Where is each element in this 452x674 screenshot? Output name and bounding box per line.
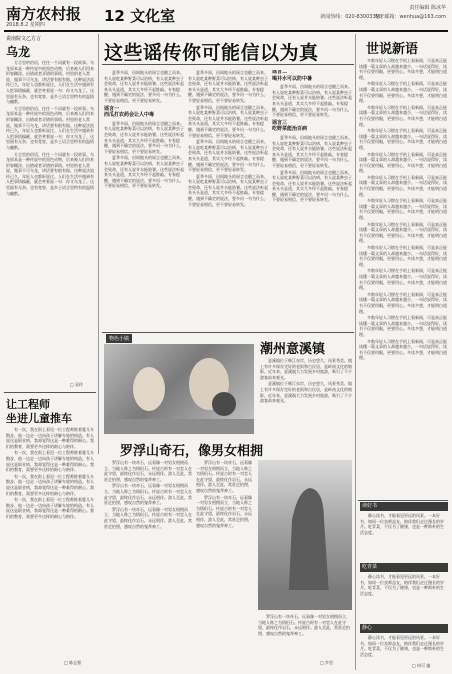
flow-body	[260, 358, 352, 436]
masthead-rule	[4, 30, 448, 32]
left-body-text: 方言里的俗语，往往一个词就有一段故事。乌龙原本是一种传说中的黑色动物，后来被人们用来形容糊涂、出错或者弄错的事情。村里的老人常说，做事不可乌龙，讲话要有根有据。这种说法流传已久，年轻人也都听说过。人们在生活中遇到有人把事情搞砸，就会笑着说一句：你又乌龙了。这里面有无奈，也有宽容，是乡土语言里特有的温情与幽默。	[6, 60, 94, 105]
world-body-text-3: 多数年轻人习惯在手机上看新闻，可是真正能读懂一篇文章的人却越来越少。一句话说得好，读书不仅要用眼，更要用心。多读多想，才能明白道理。	[359, 104, 447, 127]
main-body-text-3: 夏季多雨，田间地头的谣言也随之而来。有人说吃某种野菜可以治病，有人说某种虫子会致命，还有人说井水能防暑。这些说法听起来头头是道，其实大多经不起推敲。专家提醒，遇到不确定的说法，要多问一句为什么，不要轻易相信，更不要轻易转发。	[104, 155, 184, 189]
main-body-text-4: 夏季多雨，田间地头的谣言也随之而来。有人说吃某种野菜可以治病，有人说某种虫子会致命，还有人说井水能防暑。这些说法听起来头头是道，其实大多经不起推敲。专家提醒，遇到不确定的说法，要多问一句为什么，不要轻易相信，更不要轻易转发。	[188, 70, 268, 103]
world-body-text-5: 多数年轻人习惯在手机上看新闻，可是真正能读懂一篇文章的人却越来越少。一句话说得好，读书不仅要用眼，更要用心。多读多想，才能明白道理。	[359, 151, 447, 174]
rumor-1-head: 谣言一	[104, 105, 120, 112]
right-author: □ 何可 编	[412, 663, 431, 668]
right-body-3	[360, 635, 446, 661]
right-body-text-2: 静心读书，才能看见更远的风景。一本好书，如同一位良师益友，陪伴我们走过漫长的岁月。吃青菜，不仅为了健康，也是一种简朴的生活态度。	[360, 574, 444, 596]
topic-author: □ 陈志强	[64, 660, 82, 665]
masthead	[0, 0, 452, 30]
stone-illustration	[258, 460, 352, 610]
issue-date: 2018.8.2 星期四	[6, 22, 45, 28]
right-section-2: 吃青菜	[360, 563, 448, 572]
world-body-text-4: 多数年轻人习惯在手机上看新闻，可是真正能读懂一篇文章的人却越来越少。一句话说得好，读书不仅要用眼，更要用心。多读多想，才能明白道理。	[359, 128, 447, 150]
left-section-label: 说南院文乙方言	[6, 36, 42, 42]
right-body-text-3: 静心读书，才能看见更远的风景。一本好书，如同一位良师益友，陪伴我们走过漫长的岁月。吃青菜，不仅为了健康，也是一种简朴的生活态度。	[360, 635, 444, 657]
world-body	[359, 58, 447, 496]
left-body	[6, 60, 96, 378]
world-body-text-13: 多数年轻人习惯在手机上看新闻，可是真正能读懂一篇文章的人却越来越少。一句话说得好，读书不仅要用眼，更要用心。多读多想，才能明白道理。	[359, 338, 447, 361]
feature-body-col-3	[258, 614, 352, 656]
topic-body	[6, 427, 96, 655]
rumor-1-title: 西瓜打农药会让人中毒	[104, 112, 155, 119]
main-title: 这些谣传你可能信以为真	[104, 42, 319, 64]
photo-caption: 物色小镇	[106, 334, 132, 343]
stone-photo	[258, 460, 352, 610]
feature-body-text-1: 罗浮山有一块奇石，远看像一对男女相拥而立，当地人称之为情侣石。传说古时有一对恋人在此守望，最终化作岩石，永远相伴。游人至此，常驻足拍照，感叹自然的鬼斧神工。	[104, 460, 192, 482]
right-section-1: 读好书	[360, 502, 448, 511]
paper-name: 南方农村报	[6, 5, 82, 23]
flow-body-text-1: 意溪镇位于韩江东岸，历史悠久，风景秀美。镇上有许多保存完好的老街和古民居，是岭南文化的缩影。近年来，意溪镇大力发展乡村旅游，吸引了不少游客前来观光。	[260, 358, 352, 380]
world-body-text-12: 多数年轻人习惯在手机上看新闻，可是真正能读懂一篇文章的人却越来越少。一句话说得好，读书不仅要用眼，更要用心。多读多想，才能明白道理。	[359, 315, 447, 337]
left-body-text-2: 方言里的俗语，往往一个词就有一段故事。乌龙原本是一种传说中的黑色动物，后来被人们用来形容糊涂、出错或者弄错的事情。村里的老人常说，做事不可乌龙，讲话要有根有据。这种说法流传已久，年轻人也都听说过。人们在生活中遇到有人把事情搞砸，就会笑着说一句：你又乌龙了。这里面有无奈，也有宽容，是乡土语言里特有的温情与幽默。	[6, 105, 94, 150]
rumor-2-title: 喝井水可以防中暑	[272, 75, 313, 82]
right-body-text-1: 静心读书，才能看见更远的风景。一本好书，如同一位良师益友，陪伴我们走过漫长的岁月。吃青菜，不仅为了健康，也是一种简朴的生活态度。	[360, 513, 444, 535]
feature-body-text-5: 罗浮山有一块奇石，远看像一对男女相拥而立，当地人称之为情侣石。传说古时有一对恋人在此守望，最终化作岩石，永远相伴。游人至此，常驻足拍照，感叹自然的鬼斧神工。	[196, 494, 252, 528]
rumor-3-head: 谣言三	[272, 119, 288, 126]
main-title-rule	[102, 64, 354, 65]
right-body-1	[360, 513, 446, 561]
feature-title: 罗浮山奇石，像男女相拥	[120, 444, 264, 459]
world-body-text-10: 多数年轻人习惯在手机上看新闻，可是真正能读懂一篇文章的人却越来越少。一句话说得好，读书不仅要用眼，更要用心。多读多想，才能明白道理。	[359, 268, 447, 291]
rumor-2-head: 谣言二	[272, 70, 288, 75]
topic-heading-line-1: 让工程师	[6, 398, 50, 411]
world-body-text-11: 多数年轻人习惯在手机上看新闻，可是真正能读懂一篇文章的人却越来越少。一句话说得好，读书不仅要用眼，更要用心。多读多想，才能明白道理。	[359, 291, 447, 314]
flow-body-text-2: 意溪镇位于韩江东岸，历史悠久，风景秀美。镇上有许多保存完好的老街和古民居，是岭南文化的缩影。近年来，意溪镇大力发展乡村旅游，吸引了不少游客前来观光。	[260, 381, 352, 404]
world-body-text-6: 多数年轻人习惯在手机上看新闻，可是真正能读懂一篇文章的人却越来越少。一句话说得好，读书不仅要用眼，更要用心。多读多想，才能明白道理。	[359, 174, 447, 197]
right-body-2	[360, 574, 446, 622]
sculpture-figures-illustration	[104, 344, 254, 434]
right-section-3: 静心	[360, 624, 448, 633]
right-divider	[355, 34, 356, 670]
photo-section-rule	[102, 332, 354, 333]
hotline-line: 新闻热线：020-83003390	[320, 14, 382, 20]
world-heading: 世说新语	[366, 42, 419, 57]
left-divider	[98, 34, 99, 454]
topic-body-text-4: 有一次，我在街上看见一位工程师推着婴儿车散步，他一边走一边向孩子讲解车轮的构造。有人说这是职业病，我却觉得这是一种难得的耐心。我们的教育，需要更多这样的耐心与陪伴。	[6, 497, 94, 519]
main-body-col-2	[188, 70, 268, 328]
topic-heading-line-2: 坐进儿童推车	[6, 412, 72, 425]
rumor-3-title: 吃野菜能治百病	[272, 126, 308, 133]
left-title: 乌龙	[6, 45, 31, 59]
main-body-col-1	[104, 70, 184, 328]
right-section-rule-1	[358, 500, 448, 501]
world-body-text-9: 多数年轻人习惯在手机上看新闻，可是真正能读懂一篇文章的人却越来越少。一句话说得好，读书不仅要用眼，更要用心。多读多想，才能明白道理。	[359, 245, 447, 267]
feature-body-col-1	[104, 460, 192, 658]
main-body-text-6: 夏季多雨，田间地头的谣言也随之而来。有人说吃某种野菜可以治病，有人说某种虫子会致命，还有人说井水能防暑。这些说法听起来头头是道，其实大多经不起推敲。专家提醒，遇到不确定的说法，要多问一句为什么，不要轻易相信，更不要轻易转发。	[188, 139, 268, 173]
main-body-text-10: 夏季多雨，田间地头的谣言也随之而来。有人说吃某种野菜可以治病，有人说某种虫子会致命，还有人说井水能防暑。这些说法听起来头头是道，其实大多经不起推敲。专家提醒，遇到不确定的说法，要多问一句为什么，不要轻易相信，更不要轻易转发。	[272, 169, 352, 203]
feature-body-text-4: 罗浮山有一块奇石，远看像一对男女相拥而立，当地人称之为情侣石。传说古时有一对恋人在此守望，最终化作岩石，永远相伴。游人至此，常驻足拍照，感叹自然的鬼斧神工。	[196, 460, 252, 493]
topic-body-text-2: 有一次，我在街上看见一位工程师推着婴儿车散步，他一边走一边向孩子讲解车轮的构造。有人说这是职业病，我却觉得这是一种难得的耐心。我们的教育，需要更多这样的耐心与陪伴。	[6, 450, 94, 473]
feature-body-text-2: 罗浮山有一块奇石，远看像一对男女相拥而立，当地人称之为情侣石。传说古时有一对恋人在此守望，最终化作岩石，永远相伴。游人至此，常驻足拍照，感叹自然的鬼斧神工。	[104, 483, 192, 506]
feature-body-text-6: 罗浮山有一块奇石，远看像一对男女相拥而立，当地人称之为情侣石。传说古时有一对恋人在此守望，最终化作岩石，永远相伴。游人至此，常驻足拍照，感叹自然的鬼斧神工。	[258, 614, 350, 636]
world-body-text-2: 多数年轻人习惯在手机上看新闻，可是真正能读懂一篇文章的人却越来越少。一句话说得好，读书不仅要用眼，更要用心。多读多想，才能明白道理。	[359, 81, 447, 104]
topic-rule	[4, 392, 96, 393]
main-body-text-5: 夏季多雨，田间地头的谣言也随之而来。有人说吃某种野菜可以治病，有人说某种虫子会致命，还有人说井水能防暑。这些说法听起来头头是道，其实大多经不起推敲。专家提醒，遇到不确定的说法，要多问一句为什么，不要轻易相信，更不要轻易转发。	[188, 104, 268, 138]
world-body-text-1: 多数年轻人习惯在手机上看新闻，可是真正能读懂一篇文章的人却越来越少。一句话说得好，读书不仅要用眼，更要用心。多读多想，才能明白道理。	[359, 58, 447, 80]
world-body-text-7: 多数年轻人习惯在手机上看新闻，可是真正能读懂一篇文章的人却越来越少。一句话说得好，读书不仅要用眼，更要用心。多读多想，才能明白道理。	[359, 198, 447, 221]
topic-body-text-3: 有一次，我在街上看见一位工程师推着婴儿车散步，他一边走一边向孩子讲解车轮的构造。有人说这是职业病，我却觉得这是一种难得的耐心。我们的教育，需要更多这样的耐心与陪伴。	[6, 473, 94, 496]
page-title: 12 文化室	[104, 7, 176, 25]
flow-title: 潮州意溪镇	[260, 342, 326, 357]
topic-body-text-1: 有一次，我在街上看见一位工程师推着婴儿车散步，他一边走一边向孩子讲解车轮的构造。有人说这是职业病，我却觉得这是一种难得的耐心。我们的教育，需要更多这样的耐心与陪伴。	[6, 427, 94, 449]
feature-author: □ 乡里	[320, 660, 334, 665]
main-body-text-9: 夏季多雨，田间地头的谣言也随之而来。有人说吃某种野菜可以治病，有人说某种虫子会致命，还有人说井水能防暑。这些说法听起来头头是道，其实大多经不起推敲。专家提醒，遇到不确定的说法，要多问一句为什么，不要轻易相信，更不要轻易转发。	[272, 134, 352, 168]
main-body-col-3	[272, 70, 352, 328]
email-line: 电子邮箱：wenhua@163.com	[374, 14, 446, 20]
editor-line: 责任编辑 陈冰华	[409, 5, 446, 11]
feature-body-text-3: 罗浮山有一块奇石，远看像一对男女相拥而立，当地人称之为情侣石。传说古时有一对恋人在此守望，最终化作岩石，永远相伴。游人至此，常驻足拍照，感叹自然的鬼斧神工。	[104, 506, 192, 529]
left-author: □ 袁玲	[70, 382, 84, 387]
main-body-text-8: 夏季多雨，田间地头的谣言也随之而来。有人说吃某种野菜可以治病，有人说某种虫子会致命，还有人说井水能防暑。这些说法听起来头头是道，其实大多经不起推敲。专家提醒，遇到不确定的说法，要多问一句为什么，不要轻易相信，更不要轻易转发。	[272, 84, 352, 118]
sculpture-photo	[104, 344, 254, 434]
main-body-text-1: 夏季多雨，田间地头的谣言也随之而来。有人说吃某种野菜可以治病，有人说某种虫子会致命，还有人说井水能防暑。这些说法听起来头头是道，其实大多经不起推敲。专家提醒，遇到不确定的说法，要多问一句为什么，不要轻易相信，更不要轻易转发。	[104, 70, 184, 103]
feature-body-col-2	[196, 460, 254, 658]
world-body-text-8: 多数年轻人习惯在手机上看新闻，可是真正能读懂一篇文章的人却越来越少。一句话说得好，读书不仅要用眼，更要用心。多读多想，才能明白道理。	[359, 221, 447, 244]
main-body-text-2: 夏季多雨，田间地头的谣言也随之而来。有人说吃某种野菜可以治病，有人说某种虫子会致命，还有人说井水能防暑。这些说法听起来头头是道，其实大多经不起推敲。专家提醒，遇到不确定的说法，要多问一句为什么，不要轻易相信，更不要轻易转发。	[104, 120, 184, 154]
left-body-text-3: 方言里的俗语，往往一个词就有一段故事。乌龙原本是一种传说中的黑色动物，后来被人们用来形容糊涂、出错或者弄错的事情。村里的老人常说，做事不可乌龙，讲话要有根有据。这种说法流传已久，年轻人也都听说过。人们在生活中遇到有人把事情搞砸，就会笑着说一句：你又乌龙了。这里面有无奈，也有宽容，是乡土语言里特有的温情与幽默。	[6, 151, 94, 196]
main-body-text-7: 夏季多雨，田间地头的谣言也随之而来。有人说吃某种野菜可以治病，有人说某种虫子会致命，还有人说井水能防暑。这些说法听起来头头是道，其实大多经不起推敲。专家提醒，遇到不确定的说法，要多问一句为什么，不要轻易相信，更不要轻易转发。	[188, 173, 268, 207]
